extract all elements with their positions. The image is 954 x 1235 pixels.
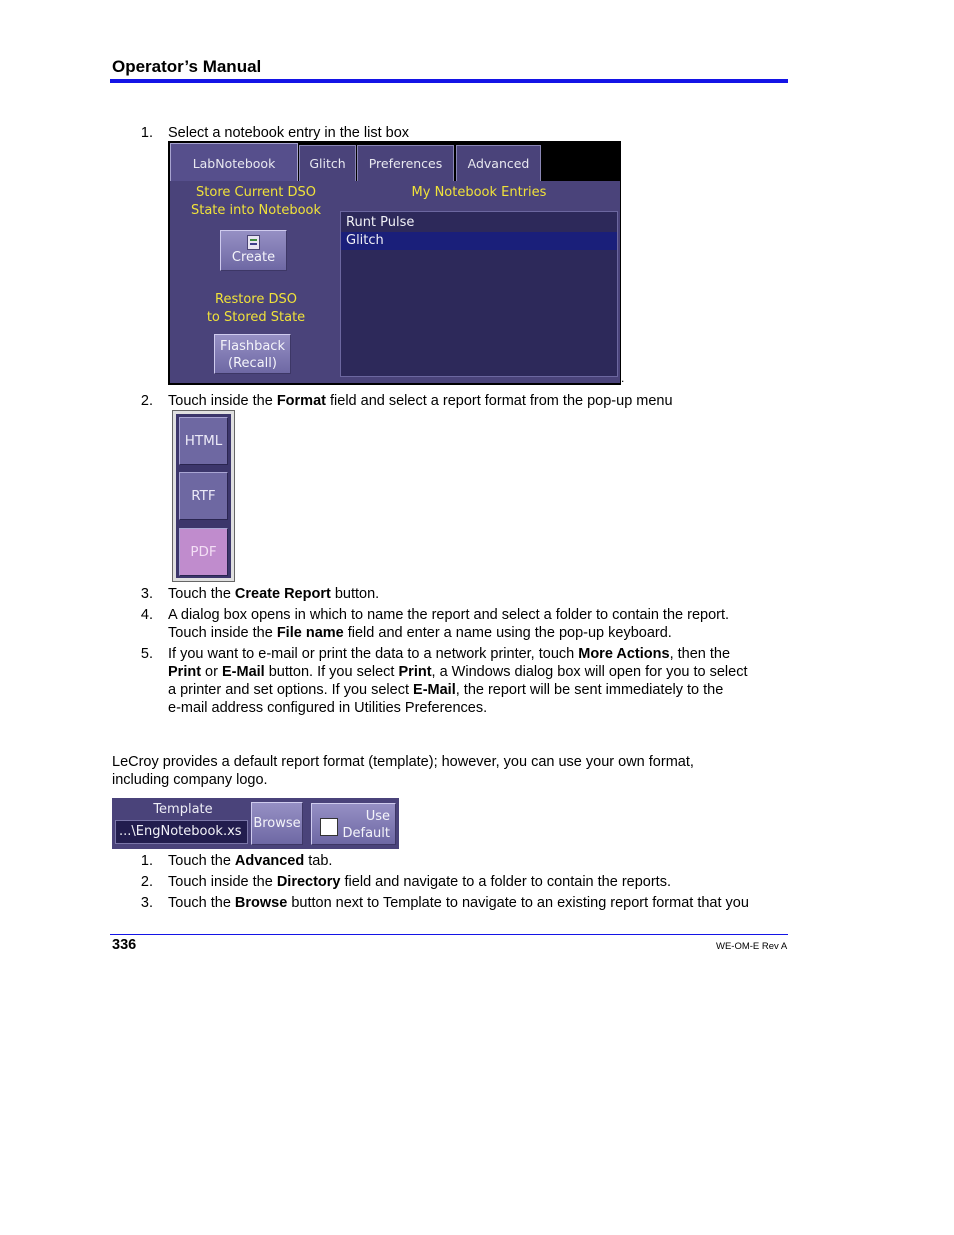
browse-button[interactable]: Browse <box>251 802 303 845</box>
step-number: 3. <box>140 586 153 602</box>
template-controls <box>112 798 399 849</box>
use-default-label <box>343 808 391 842</box>
step-text: Touch inside the File name field and enter a name using the pop-up keyboard. <box>168 625 672 641</box>
use-default-line2: Default <box>342 826 390 841</box>
page-header-title: Operator’s Manual <box>112 57 262 76</box>
step-number: 2. <box>140 874 153 890</box>
tab-advanced[interactable]: Advanced <box>456 145 541 181</box>
list-item[interactable]: Runt Pulse <box>346 215 415 230</box>
page-number: 336 <box>112 937 137 953</box>
step-text: Touch inside the Format field and select a report format from the pop-up menu <box>168 393 673 409</box>
step-text: Touch inside the Directory field and navigate to a folder to contain the reports. <box>168 874 671 890</box>
header-rule <box>110 79 788 83</box>
tab-glitch[interactable]: Glitch <box>299 145 356 181</box>
notebook-entries-title: My Notebook Entries <box>411 185 547 200</box>
format-option-rtf[interactable]: RTF <box>179 472 228 520</box>
flashback-label-line1: Flashback <box>220 339 285 354</box>
footer-rule <box>110 934 788 935</box>
trailing-period: . <box>621 371 625 385</box>
step-text: Touch the Browse button next to Template to navigate to an existing report format that you <box>168 895 749 911</box>
step-number: 3. <box>140 895 153 911</box>
step-number: 5. <box>140 646 153 662</box>
template-label: Template <box>153 802 213 817</box>
use-default-checkbox-button[interactable] <box>311 803 396 845</box>
labnotebook-panel <box>168 141 621 385</box>
step-text: Touch the Advanced tab. <box>168 853 333 869</box>
create-button-label: Create <box>231 250 276 265</box>
flashback-label-line2: (Recall) <box>228 356 277 371</box>
use-default-line1: Use <box>365 809 390 824</box>
labnotebook-body <box>170 181 620 383</box>
notebook-icon <box>247 235 260 250</box>
template-field[interactable]: ...\EngNotebook.xs <box>115 820 248 844</box>
step-text: a printer and set options. If you select E-Mail, the report will be sent immediately to the <box>168 682 724 698</box>
format-menu-body <box>176 414 231 578</box>
notebook-entries-list[interactable] <box>340 211 618 377</box>
restore-label-line2: to Stored State <box>206 310 306 325</box>
tab-preferences[interactable]: Preferences <box>357 145 454 181</box>
checkbox[interactable] <box>320 818 338 836</box>
step-text: A dialog box opens in which to name the report and select a folder to contain the report. <box>168 607 730 623</box>
step-text: Print or E-Mail button. If you select Print, a Windows dialog box will open for you to select <box>168 664 748 680</box>
restore-label <box>176 291 336 327</box>
format-option-pdf[interactable]: PDF <box>179 528 228 576</box>
flashback-recall-button[interactable] <box>214 334 291 374</box>
step-number: 2. <box>140 393 153 409</box>
paragraph-line: LeCroy provides a default report format (template); however, you can use your own format, <box>112 754 694 770</box>
format-popup-menu <box>172 410 235 582</box>
store-label-line2: State into Notebook <box>190 203 322 218</box>
step-text: Select a notebook entry in the list box <box>168 125 410 141</box>
step-text: If you want to e-mail or print the data to a network printer, touch More Actions, then the <box>168 646 731 662</box>
paragraph-line: including company logo. <box>112 772 268 788</box>
step-number: 1. <box>140 853 153 869</box>
format-option-html[interactable]: HTML <box>179 417 228 465</box>
store-label <box>176 184 336 220</box>
document-revision: WE-OM-E Rev A <box>716 941 788 952</box>
list-item-selected[interactable]: Glitch <box>341 232 617 250</box>
tab-labnotebook[interactable]: LabNotebook <box>170 143 298 183</box>
restore-label-line1: Restore DSO <box>215 292 297 307</box>
step-text: Touch the Create Report button. <box>168 586 380 602</box>
step-number: 1. <box>140 125 153 141</box>
step-number: 4. <box>140 607 153 623</box>
create-button[interactable] <box>220 230 287 271</box>
step-text: e-mail address configured in Utilities Preferences. <box>168 700 488 716</box>
store-label-line1: Store Current DSO <box>196 185 316 200</box>
